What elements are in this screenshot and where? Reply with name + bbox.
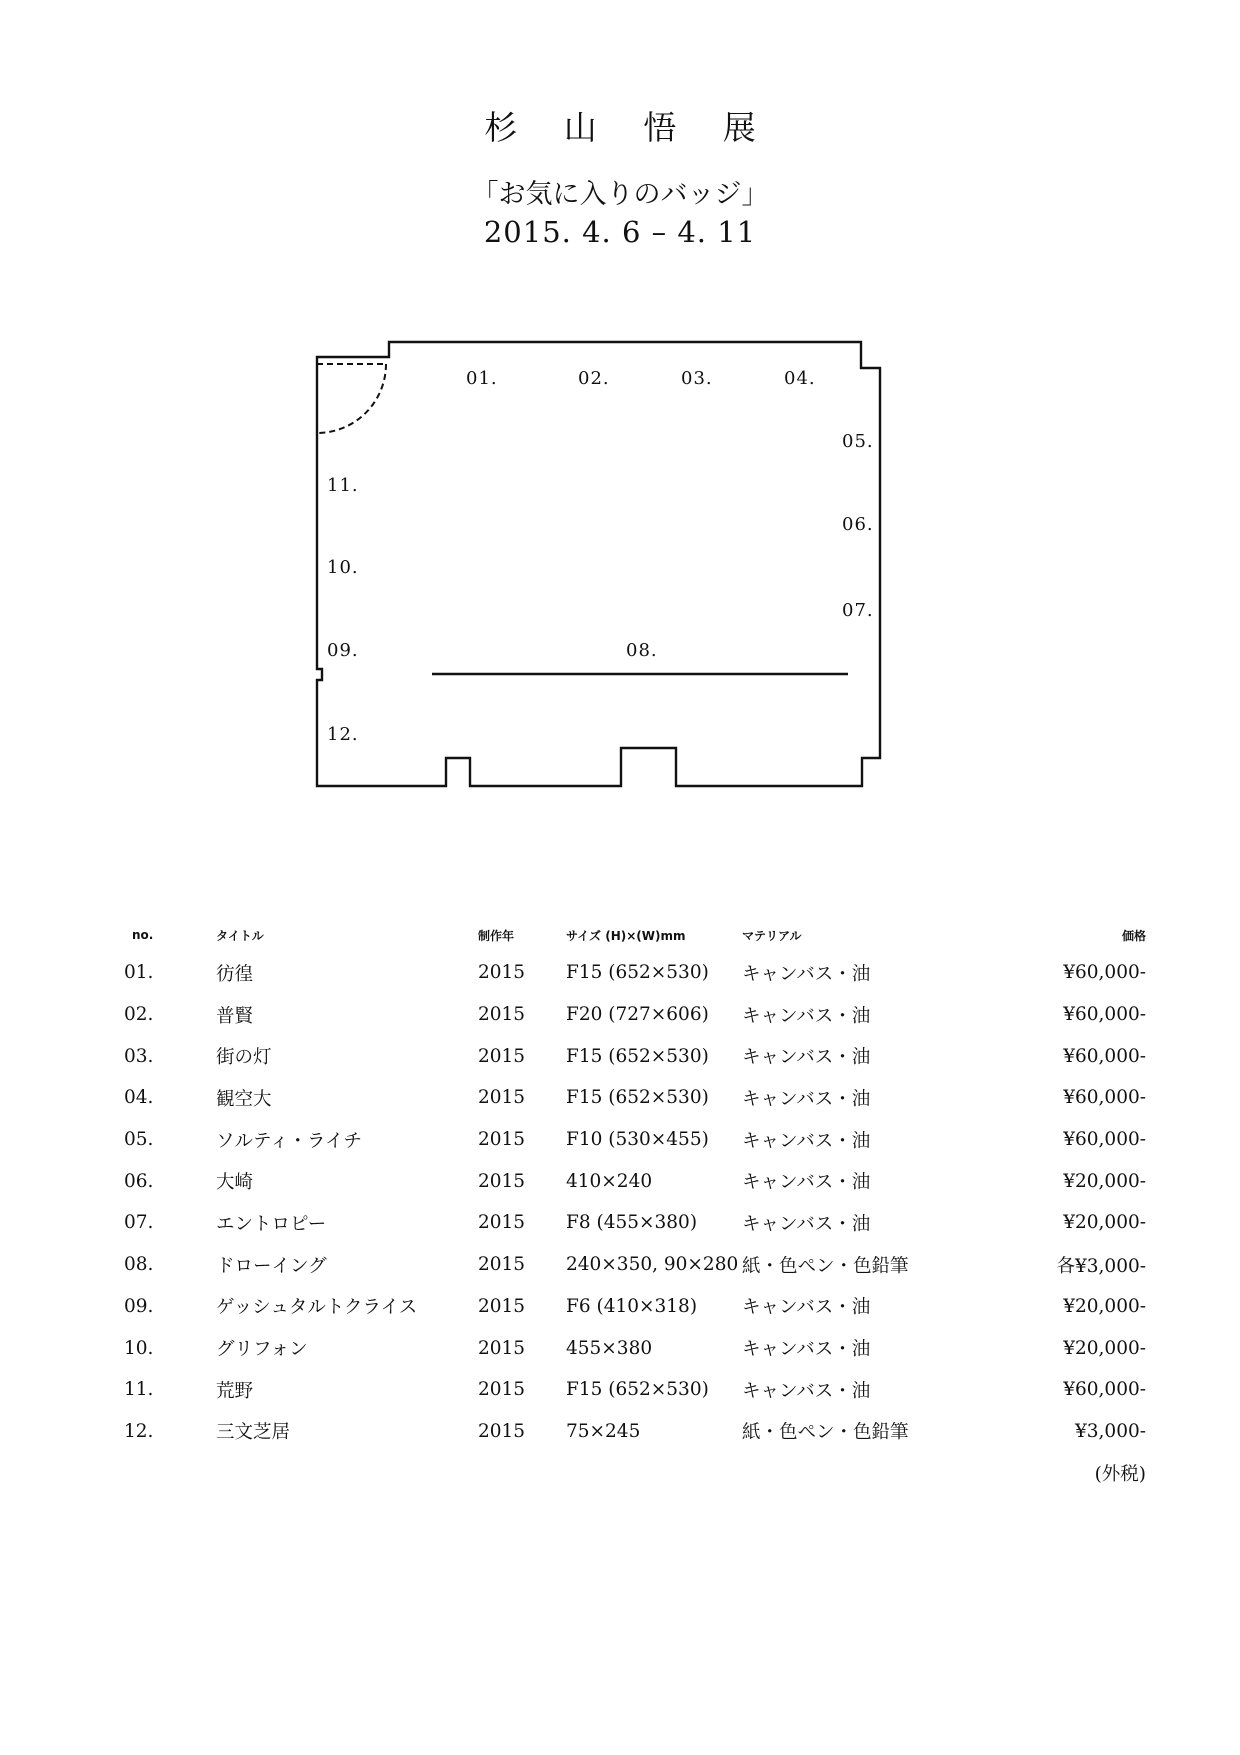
header-price: 価格	[1121, 928, 1146, 943]
cell-material: キャンバス・油	[742, 1172, 871, 1194]
cell-no: 10.	[124, 1337, 154, 1359]
cell-title: ゲッシュタルトクライス	[216, 1297, 418, 1319]
floorplan-label-09: 09.	[327, 640, 359, 661]
exhibition-dates: 2015. 4. 6 – 4. 11	[483, 215, 757, 249]
floorplan-label-12: 12.	[327, 724, 359, 745]
artwork-price-list	[112, 918, 1146, 1452]
header-year: 制作年	[478, 928, 515, 943]
table-row	[112, 1035, 1146, 1077]
table-row	[112, 1160, 1146, 1202]
cell-price: ¥20,000-	[1063, 1212, 1146, 1234]
cell-no: 06.	[124, 1170, 154, 1192]
cell-title: 観空大	[216, 1088, 272, 1110]
table-row	[112, 1077, 1146, 1119]
cell-price: ¥60,000-	[1063, 1379, 1146, 1401]
cell-year: 2015	[478, 1379, 526, 1401]
cell-title: エントロピー	[216, 1213, 327, 1235]
cell-year: 2015	[478, 1129, 526, 1151]
cell-title: グリフォン	[216, 1339, 308, 1361]
cell-size: F8 (455×380)	[566, 1212, 698, 1234]
table-row	[112, 1244, 1146, 1286]
table-row	[112, 1327, 1146, 1369]
floorplan-label-07: 07.	[842, 600, 874, 621]
cell-title: 彷徨	[216, 963, 254, 985]
cell-title: 荒野	[216, 1380, 254, 1402]
floorplan-label-05: 05.	[842, 431, 874, 452]
table-header-row	[112, 918, 1146, 952]
cell-size: 455×380	[566, 1337, 653, 1359]
cell-material: キャンバス・油	[742, 1213, 871, 1235]
table-row	[112, 1411, 1146, 1453]
floorplan-label-04: 04.	[784, 368, 816, 389]
table-row	[112, 1202, 1146, 1244]
cell-price: ¥60,000-	[1063, 1129, 1146, 1151]
cell-size: F15 (652×530)	[566, 1045, 709, 1067]
cell-year: 2015	[478, 1212, 526, 1234]
cell-no: 03.	[124, 1045, 154, 1067]
cell-price: ¥20,000-	[1063, 1170, 1146, 1192]
table-row	[112, 952, 1146, 994]
floorplan-label-06: 06.	[842, 514, 874, 535]
cell-year: 2015	[478, 1170, 526, 1192]
cell-material: キャンバス・油	[742, 1297, 871, 1319]
cell-price: ¥60,000-	[1063, 962, 1146, 984]
cell-size: F15 (652×530)	[566, 1087, 709, 1109]
cell-no: 11.	[124, 1379, 154, 1401]
cell-size: F20 (727×606)	[566, 1004, 709, 1026]
table-row	[112, 1369, 1146, 1411]
floor-plan	[0, 0, 1240, 820]
cell-size: F15 (652×530)	[566, 1379, 709, 1401]
floorplan-label-02: 02.	[578, 368, 610, 389]
cell-material: 紙・色ペン・色鉛筆	[742, 1422, 909, 1444]
cell-size: F15 (652×530)	[566, 962, 709, 984]
floorplan-label-08: 08.	[626, 640, 658, 661]
floorplan-label-10: 10.	[327, 557, 359, 578]
cell-no: 09.	[124, 1295, 154, 1317]
cell-year: 2015	[478, 1004, 526, 1026]
cell-material: キャンバス・油	[742, 1380, 871, 1402]
cell-year: 2015	[478, 1337, 526, 1359]
cell-material: 紙・色ペン・色鉛筆	[742, 1255, 909, 1277]
table-row	[112, 1119, 1146, 1161]
cell-size: 410×240	[566, 1170, 653, 1192]
cell-price: 各¥3,000-	[1056, 1255, 1146, 1277]
cell-price: ¥60,000-	[1063, 1004, 1146, 1026]
tax-note: (外税)	[1094, 1464, 1146, 1485]
cell-no: 05.	[124, 1129, 154, 1151]
cell-material: キャンバス・油	[742, 1339, 871, 1361]
header-title: タイトル	[216, 928, 264, 943]
cell-material: キャンバス・油	[742, 1088, 871, 1110]
gallery-wall-outline	[317, 342, 880, 786]
cell-title: 大崎	[216, 1172, 254, 1194]
cell-title: ドローイング	[216, 1255, 327, 1277]
cell-material: キャンバス・油	[742, 963, 871, 985]
header-material: マテリアル	[742, 928, 802, 943]
floorplan-label-01: 01.	[466, 368, 498, 389]
cell-no: 08.	[124, 1254, 154, 1276]
cell-material: キャンバス・油	[742, 1005, 871, 1027]
cell-year: 2015	[478, 1045, 526, 1067]
door-swing-arc	[317, 364, 386, 433]
cell-no: 02.	[124, 1004, 154, 1026]
cell-no: 04.	[124, 1087, 154, 1109]
cell-price: ¥20,000-	[1063, 1337, 1146, 1359]
cell-size: 75×245	[566, 1420, 641, 1442]
cell-year: 2015	[478, 1420, 526, 1442]
table-row	[112, 994, 1146, 1036]
cell-price: ¥20,000-	[1063, 1295, 1146, 1317]
cell-year: 2015	[478, 962, 526, 984]
exhibition-title: 杉 山 悟 展	[484, 108, 774, 147]
cell-no: 01.	[124, 962, 154, 984]
cell-no: 12.	[124, 1420, 154, 1442]
cell-size: 240×350, 90×280	[566, 1254, 739, 1276]
cell-size: F6 (410×318)	[566, 1295, 698, 1317]
cell-year: 2015	[478, 1087, 526, 1109]
cell-price: ¥60,000-	[1063, 1087, 1146, 1109]
cell-size: F10 (530×455)	[566, 1129, 709, 1151]
cell-title: 街の灯	[216, 1047, 272, 1069]
cell-material: キャンバス・油	[742, 1130, 871, 1152]
floorplan-label-03: 03.	[681, 368, 713, 389]
cell-year: 2015	[478, 1295, 526, 1317]
cell-title: ソルティ・ライチ	[216, 1130, 362, 1152]
cell-title: 三文芝居	[216, 1422, 291, 1444]
cell-material: キャンバス・油	[742, 1047, 871, 1069]
cell-price: ¥60,000-	[1063, 1045, 1146, 1067]
exhibition-subtitle: 「お気に入りのバッジ」	[471, 179, 769, 210]
cell-title: 普賢	[216, 1005, 254, 1027]
cell-no: 07.	[124, 1212, 154, 1234]
cell-year: 2015	[478, 1254, 526, 1276]
header-size: サイズ (H)×(W)mm	[566, 928, 686, 943]
cell-price: ¥3,000-	[1075, 1420, 1146, 1442]
table-row	[112, 1286, 1146, 1328]
floorplan-label-11: 11.	[327, 475, 359, 496]
header-no: no.	[132, 928, 154, 942]
